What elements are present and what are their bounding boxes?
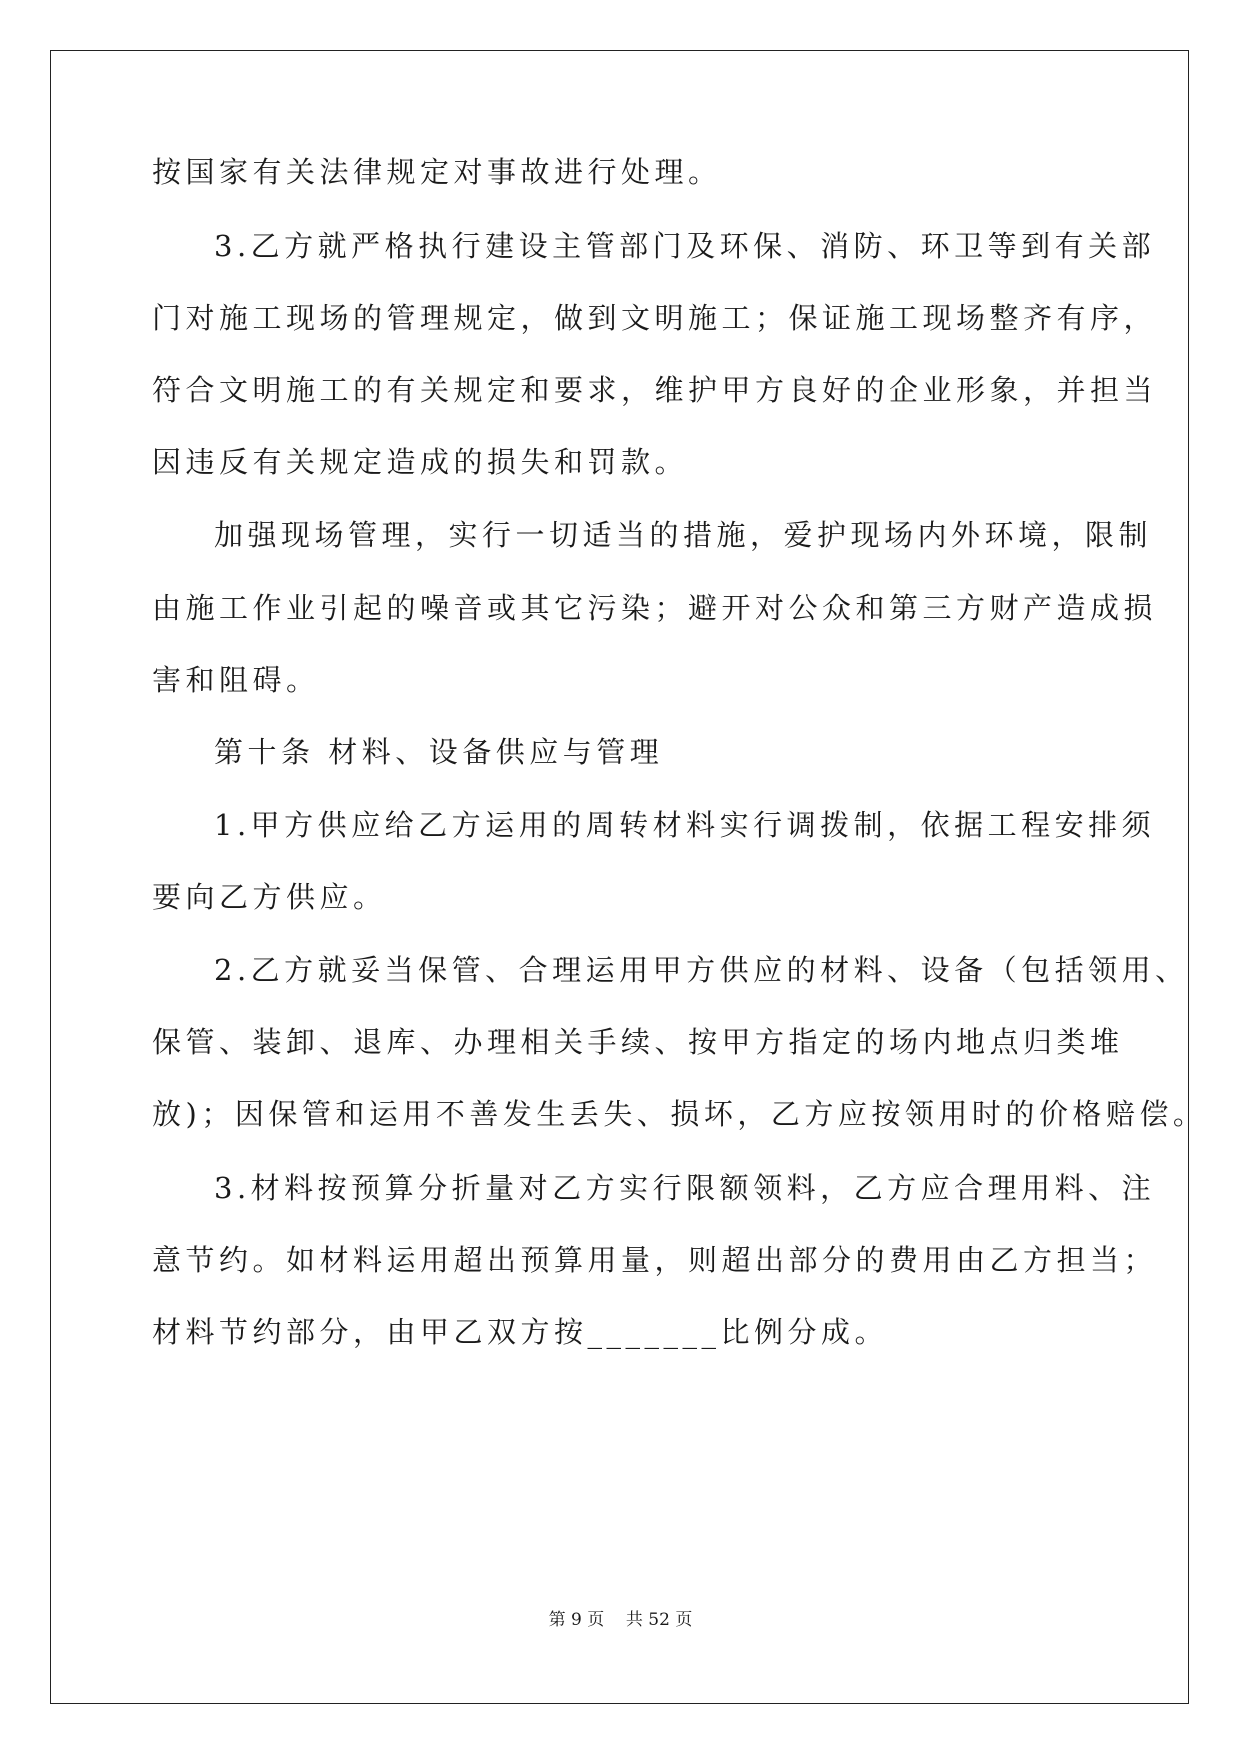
paragraph-3-line-2: 由施工作业引起的噪音或其它污染；避开对公众和第三方财产造成损 (152, 591, 1158, 625)
paragraph-6-line-2: 保管、装卸、退库、办理相关手续、按甲方指定的场内地点归类堆 (152, 1025, 1124, 1059)
paragraph-5-line-1: 1.甲方供应给乙方运用的周转材料实行调拨制，依据工程安排须 (214, 808, 1156, 842)
paragraph-2-line-2: 门对施工现场的管理规定，做到文明施工；保证施工现场整齐有序， (152, 301, 1158, 335)
paragraph-7-line-3: 材料节约部分，由甲乙双方按_______比例分成。 (152, 1315, 889, 1349)
page-footer (0, 1608, 1241, 1632)
paragraph-1-line-1: 按国家有关法律规定对事故进行处理。 (152, 155, 722, 189)
paragraph-3-line-1: 加强现场管理，实行一切适当的措施，爱护现场内外环境，限制 (214, 518, 1153, 552)
paragraph-2-line-1: 3.乙方就严格执行建设主管部门及环保、消防、环卫等到有关部 (214, 229, 1156, 263)
paragraph-2-line-3: 符合文明施工的有关规定和要求，维护甲方良好的企业形象，并担当 (152, 373, 1158, 407)
article-heading: 第十条 材料、设备供应与管理 (214, 735, 664, 769)
paragraph-5-line-2: 要向乙方供应。 (152, 880, 387, 914)
paragraph-7-line-1: 3.材料按预算分折量对乙方实行限额领料，乙方应合理用料、注 (214, 1171, 1156, 1205)
paragraph-7-line-2: 意节约。如材料运用超出预算用量，则超出部分的费用由乙方担当； (152, 1243, 1158, 1277)
paragraph-2-line-4: 因违反有关规定造成的损失和罚款。 (152, 445, 689, 479)
paragraph-3-line-3: 害和阻碍。 (152, 663, 320, 697)
page-number-label: 第 9 页 共 52 页 (548, 1610, 693, 1630)
paragraph-6-line-1: 2.乙方就妥当保管、合理运用甲方供应的材料、设备（包括领用、 (214, 953, 1189, 987)
paragraph-6-line-3: 放)；因保管和运用不善发生丢失、损坏，乙方应按领用时的价格赔偿。 (152, 1097, 1207, 1131)
